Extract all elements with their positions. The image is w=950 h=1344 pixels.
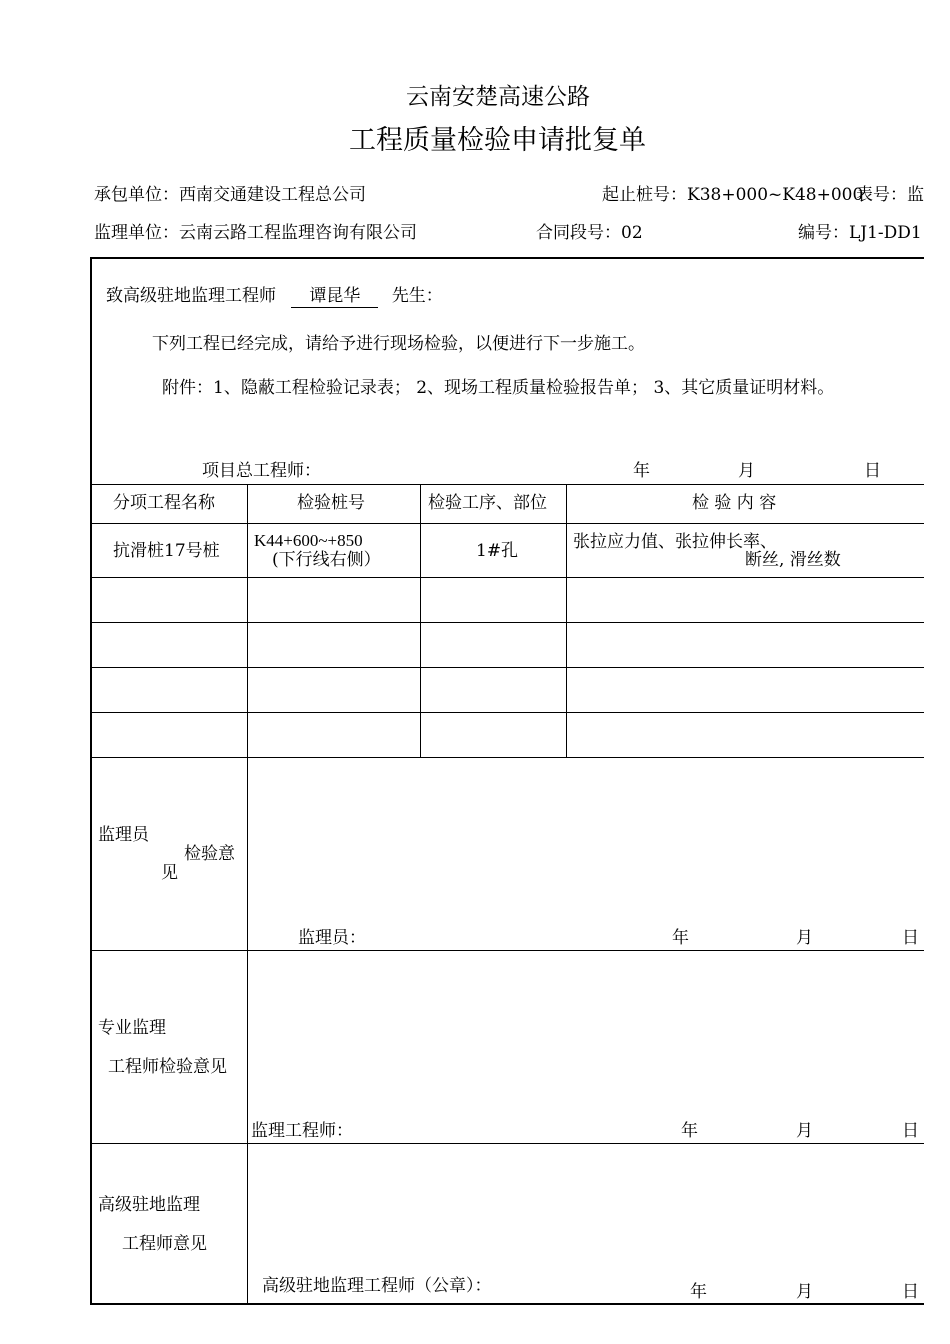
inspector-sign: 监理员： [298, 928, 366, 948]
inspector-month: 月 [796, 928, 813, 948]
divider-row2 [90, 622, 924, 623]
letter-month: 月 [738, 461, 755, 481]
header-content: 检 验 内 容 [692, 493, 777, 513]
engineer-sign: 监理工程师： [251, 1121, 353, 1141]
senior-label-2: 工程师意见 [122, 1234, 207, 1254]
inspector-year: 年 [672, 928, 689, 948]
letter-attachments: 附件：1、隐蔽工程检验记录表； 2、现场工程质量检验报告单； 3、其它质量证明材料。 [162, 378, 835, 398]
title-line1: 云南安楚高速公路 [406, 84, 590, 110]
serial-number: 编号：LJ1-DD1 [798, 223, 922, 243]
header-process: 检验工序、部位 [428, 493, 547, 513]
title-line2: 工程质量检验申请批复单 [349, 125, 646, 156]
recipient-name: 谭昆华 [291, 286, 378, 308]
inspector-label-3: 见 [161, 863, 178, 883]
engineer-label-2: 工程师检验意见 [108, 1057, 227, 1077]
divider-table-bottom [90, 757, 924, 758]
senior-day: 日 [902, 1282, 919, 1302]
divider-row1 [90, 577, 924, 578]
divider-letter-bottom [90, 484, 924, 485]
divider-engineer-bottom [90, 1143, 924, 1144]
letter-body: 下列工程已经完成，请给予进行现场检验，以便进行下一步施工。 [152, 334, 645, 354]
row1-content-line2: 断丝, 滑丝数 [745, 550, 841, 570]
divider-header-bottom [90, 523, 924, 524]
header-pile-no: 检验桩号 [297, 493, 365, 513]
form-table [90, 257, 924, 1305]
chief-engineer-sign: 项目总工程师： [202, 461, 321, 481]
senior-label-1: 高级驻地监理 [98, 1195, 200, 1215]
form-number: 表号：监 [856, 185, 924, 205]
senior-month: 月 [796, 1282, 813, 1302]
column-line-2 [420, 484, 421, 757]
engineer-day: 日 [902, 1121, 919, 1141]
divider-row3 [90, 667, 924, 668]
supervisor-unit: 监理单位：云南云路工程监理咨询有限公司 [94, 223, 417, 243]
engineer-label-1: 专业监理 [98, 1018, 166, 1038]
inspector-label-1: 监理员 [98, 825, 149, 845]
engineer-year: 年 [681, 1121, 698, 1141]
letter-to-prefix: 致高级驻地监理工程师 [106, 286, 276, 306]
inspector-day: 日 [902, 928, 919, 948]
letter-to-suffix: 先生： [391, 286, 443, 306]
header-item-name: 分项工程名称 [113, 493, 215, 513]
row1-item-name: 抗滑桩17号桩 [113, 541, 220, 561]
senior-year: 年 [690, 1282, 707, 1302]
letter-year: 年 [633, 461, 650, 481]
column-line-3 [566, 484, 567, 757]
row1-content-line1: 张拉应力值、张拉伸长率、 [573, 532, 777, 552]
letter-to [106, 288, 443, 305]
row1-pile-line2: (下行线右侧） [272, 550, 381, 570]
engineer-month: 月 [796, 1121, 813, 1141]
column-line-1 [247, 484, 248, 1305]
senior-sign: 高级驻地监理工程师（公章）： [262, 1276, 492, 1296]
row1-pile-line1: K44+600~+850 [254, 531, 363, 550]
contractor-unit: 承包单位：西南交通建设工程总公司 [94, 185, 366, 205]
contract-section: 合同段号：02 [536, 223, 643, 243]
letter-day: 日 [864, 461, 881, 481]
divider-inspector-bottom [90, 950, 924, 951]
pile-range: 起止桩号：K38+000~K48+000 [602, 185, 864, 205]
row1-process: 1#孔 [476, 541, 519, 561]
divider-row4 [90, 712, 924, 713]
inspector-label-2: 检验意 [184, 844, 235, 864]
